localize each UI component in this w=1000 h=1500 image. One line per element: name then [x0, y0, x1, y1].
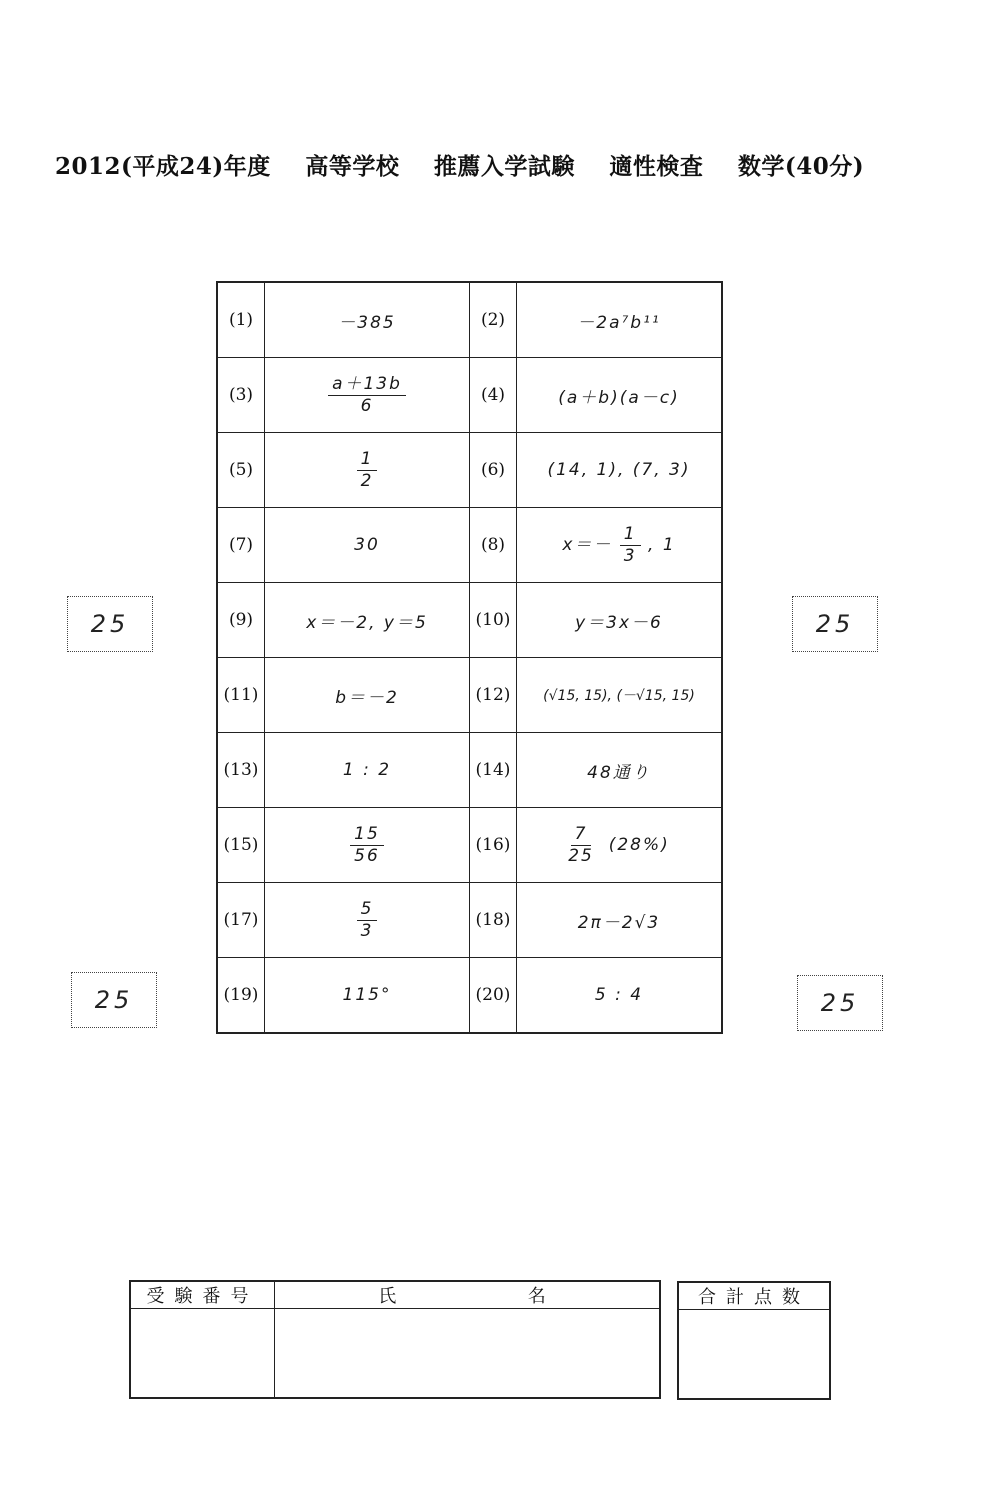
question-number: (13): [217, 733, 265, 808]
table-row: [217, 358, 722, 433]
fraction: [350, 825, 384, 865]
table-row: [217, 808, 722, 883]
table-row: [217, 733, 722, 808]
question-number: (10): [470, 583, 517, 658]
title-school: 高等学校: [305, 153, 400, 180]
table-row: [217, 883, 722, 958]
numerator: 1: [620, 525, 641, 546]
question-number: (18): [470, 883, 517, 958]
question-number: (9): [217, 583, 265, 658]
name-label-surname: 氏: [378, 1286, 407, 1307]
fraction: [568, 825, 594, 865]
question-number: (6): [470, 433, 517, 508]
answer-cell: 2π－2√3: [517, 883, 723, 958]
title-exam: 推薦入学試験: [433, 153, 575, 180]
answer-suffix: (28%): [608, 835, 670, 855]
name-label-given: 名: [527, 1286, 556, 1307]
question-number: (16): [470, 808, 517, 883]
score-box-lower-right: 25: [797, 975, 883, 1031]
fraction: [357, 900, 378, 940]
title-subject: 数学(40分): [737, 153, 865, 180]
question-number: (3): [217, 358, 265, 433]
numerator: a＋13b: [328, 375, 406, 396]
numerator: 7: [571, 825, 592, 846]
table-row: [217, 658, 722, 733]
exam-number-label: 受験番号: [130, 1281, 275, 1309]
denominator: 6: [360, 395, 374, 416]
question-number: (8): [470, 508, 517, 583]
question-number: (1): [217, 282, 265, 358]
answer-cell: b＝－2: [265, 658, 470, 733]
denominator: 3: [360, 920, 374, 941]
answer-cell: (14, 1), (7, 3): [517, 433, 723, 508]
answer-cell: (√15, 15), (－√15, 15): [517, 658, 723, 733]
question-number: (20): [470, 958, 517, 1034]
exam-number-field[interactable]: [130, 1309, 275, 1399]
answer-cell: 115°: [265, 958, 470, 1034]
answer-suffix: , 1: [648, 535, 676, 555]
fraction: [357, 450, 378, 490]
answer-cell: [265, 808, 470, 883]
answer-cell: 30: [265, 508, 470, 583]
answer-cell: 5 : 4: [517, 958, 723, 1034]
question-number: (11): [217, 658, 265, 733]
score-box-lower-left: 25: [71, 972, 157, 1028]
question-number: (2): [470, 282, 517, 358]
denominator: 2: [360, 470, 374, 491]
title-test: 適性検査: [609, 153, 704, 180]
table-row: [217, 583, 722, 658]
fraction: [620, 525, 641, 565]
score-box-upper-left: 25: [67, 596, 153, 652]
answer-cell: [517, 508, 723, 583]
table-row: [217, 958, 722, 1034]
fraction: [328, 375, 406, 415]
question-number: (19): [217, 958, 265, 1034]
table-row: [217, 282, 722, 358]
table-row: [217, 433, 722, 508]
answer-cell: [517, 808, 723, 883]
question-number: (7): [217, 508, 265, 583]
question-number: (15): [217, 808, 265, 883]
denominator: 56: [354, 845, 380, 866]
total-score-label: 合計点数: [678, 1282, 830, 1310]
answer-cell: 48通り: [517, 733, 723, 808]
name-field[interactable]: [275, 1309, 661, 1399]
denominator: 3: [623, 545, 637, 566]
answer-cell: x＝－2, y＝5: [265, 583, 470, 658]
question-number: (17): [217, 883, 265, 958]
answer-cell: －385: [265, 282, 470, 358]
numerator: 5: [357, 900, 378, 921]
table-row: [217, 508, 722, 583]
numerator: 1: [357, 450, 378, 471]
answer-table: [216, 281, 723, 1034]
denominator: 25: [568, 845, 594, 866]
name-label: [275, 1281, 661, 1309]
total-score-field[interactable]: [678, 1310, 830, 1400]
question-number: (12): [470, 658, 517, 733]
answer-cell: [265, 883, 470, 958]
score-box-upper-right: 25: [792, 596, 878, 652]
question-number: (4): [470, 358, 517, 433]
answer-cell: (a＋b)(a－c): [517, 358, 723, 433]
title-year: 2012(平成24)年度: [55, 153, 271, 180]
question-number: (14): [470, 733, 517, 808]
numerator: 15: [350, 825, 384, 846]
page-title: [55, 148, 955, 181]
answer-cell: [265, 358, 470, 433]
question-number: (5): [217, 433, 265, 508]
answer-prefix: x＝－: [562, 535, 613, 555]
answer-cell: [265, 433, 470, 508]
answer-cell: y＝3x－6: [517, 583, 723, 658]
examinee-info-table: [129, 1280, 661, 1399]
answer-cell: 1 : 2: [265, 733, 470, 808]
answer-cell: －2a⁷b¹¹: [517, 282, 723, 358]
total-score-table: [677, 1281, 831, 1400]
